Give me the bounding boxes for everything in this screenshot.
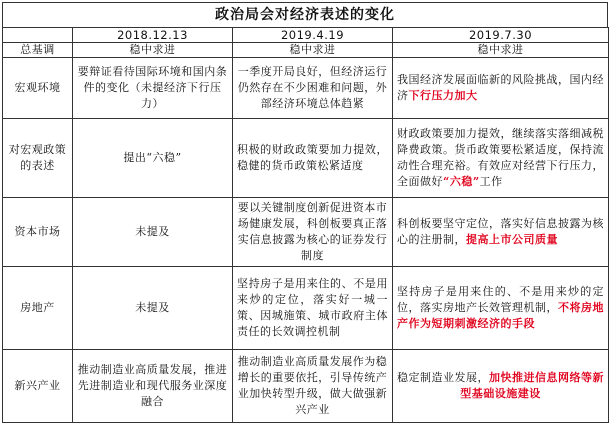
keynote-row [3,43,609,58]
corner-cell [3,28,73,43]
highlight-text: 提高上市公司质量 [466,233,558,246]
table-cell: 推动制造业高质量发展，推进先进制造业和现代服务业深度融合 [73,350,233,423]
cell-text: 工作 [479,175,503,188]
highlight-text: 不将房地产作为短期刺激经济的手段 [397,301,604,330]
table-cell: 稳中求进 [233,43,393,58]
table-cell [393,58,609,119]
cell-text: 财政政策要加力提效，继续落实落细减税降费政策。货币政策要松紧适度，保持流动性合理充裕。有效应对经营下行压力，全面做好 [397,127,604,188]
date-header: 2018.12.13 [73,28,233,43]
table-cell: 要辩证看待国际环境和国内条件的变化（未提经济下行压力） [73,58,233,119]
row-label: 总基调 [3,43,73,58]
date-header-row [3,28,609,43]
table-cell: 要以关键制度创新促进资本市场健康发展，科创板要真正落实信息披露为核心的证券发行制度 [233,198,393,267]
highlight-text: “六稳” [443,175,480,188]
table-row [3,58,609,119]
cell-text: 稳定制造业发展， [397,371,489,384]
table-row [3,198,609,267]
date-header: 2019.7.30 [393,28,609,43]
table-row [3,267,609,350]
highlight-text: 下行压力加大 [408,89,478,102]
row-label: 对宏观政策的表述 [3,119,73,198]
table-cell [393,198,609,267]
table-cell [393,267,609,350]
table-cell: 未提及 [73,198,233,267]
table-title: 政治局会对经济表述的变化 [2,2,608,27]
row-label: 宏观环境 [3,58,73,119]
policy-comparison-document [2,2,608,423]
cell-text: 科创板要坚守定位，落实好信息披露为核心的注册制， [397,217,604,246]
table-row [3,119,609,198]
table-cell: 稳中求进 [73,43,233,58]
table-cell: 稳中求进 [393,43,609,58]
table-row [3,350,609,423]
comparison-table [2,27,609,423]
cell-text: 坚持房子是用来住的、不是用来炒的定位，落实房地产长效管理机制， [397,285,604,314]
table-cell [393,119,609,198]
table-cell: 提出“六稳” [73,119,233,198]
cell-text: 我国经济发展面临新的风险挑战，国内经济 [397,73,604,102]
highlight-text: 加快推进信息网络等新型基础设施建设 [460,371,604,400]
row-label: 房地产 [3,267,73,350]
table-cell: 坚持房子是用来住的、不是用来炒的定位，落实好一城一策、因城施策、城市政府主体责任的长效调控机制 [233,267,393,350]
row-label: 新兴产业 [3,350,73,423]
row-label: 资本市场 [3,198,73,267]
table-cell: 未提及 [73,267,233,350]
table-cell [393,350,609,423]
table-cell: 积极的财政政策要加力提效，稳健的货币政策松紧适度 [233,119,393,198]
table-cell: 一季度开局良好，但经济运行仍然存在不少困难和问题，外部经济环境总体趋紧 [233,58,393,119]
date-header: 2019.4.19 [233,28,393,43]
table-cell: 推动制造业高质量发展作为稳增长的重要依托，引导传统产业加快转型升级，做大做强新兴产业 [233,350,393,423]
